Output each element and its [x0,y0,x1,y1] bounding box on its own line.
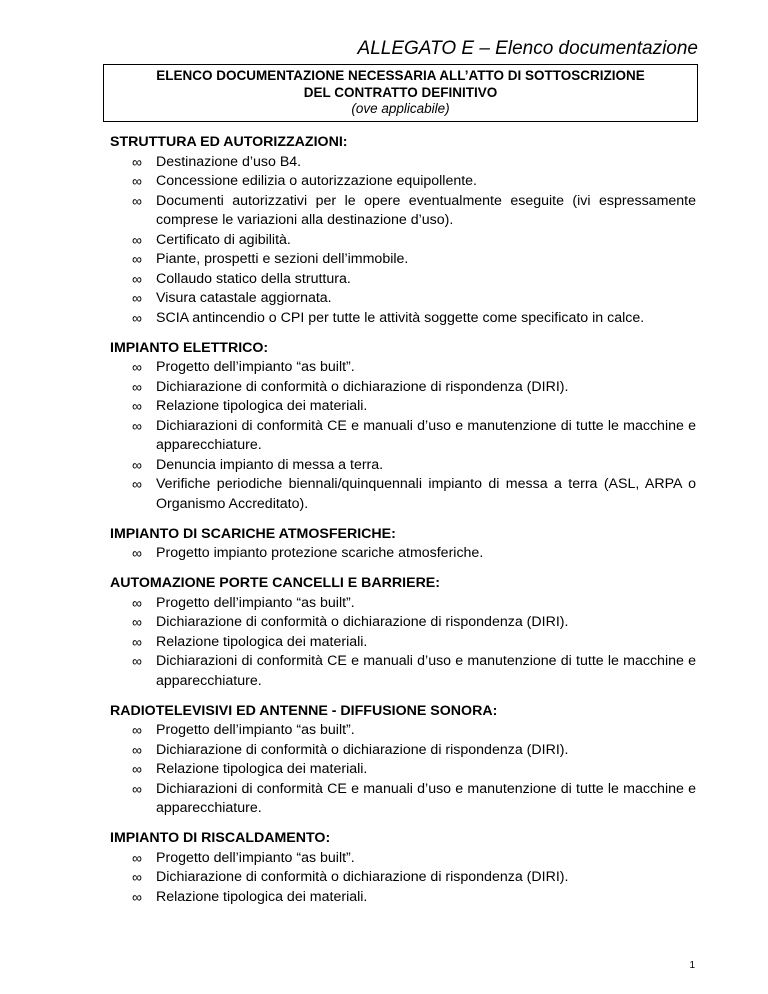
list-item [110,594,696,614]
bullet-list [110,849,696,908]
infinity-bullet-icon: ∞ [132,192,142,209]
infinity-bullet-icon: ∞ [132,888,142,905]
list-item-text: Dichiarazioni di conformità CE e manuali d’uso e manutenzione di tutte le macchine e apparecchiature. [156,780,696,816]
page-header-title: ALLEGATO E – Elenco documentazione [357,38,698,59]
list-item [110,378,696,398]
list-item-text: Progetto dell’impianto “as built”. [156,594,355,611]
infinity-bullet-icon: ∞ [132,722,142,738]
document-section [110,829,696,907]
list-item-text: Dichiarazione di conformità o dichiarazione di rispondenza (DIRI). [156,614,569,630]
list-item-text: Piante, prospetti e sezioni dell’immobile. [156,251,409,267]
section-title: IMPIANTO DI RISCALDAMENTO: [110,830,331,846]
list-item [110,780,696,819]
list-item [110,849,696,869]
infinity-bullet-icon: ∞ [132,378,142,395]
document-body [110,133,696,918]
infinity-bullet-icon: ∞ [132,594,142,611]
list-item [110,172,696,192]
section-title: AUTOMAZIONE PORTE CANCELLI E BARRIERE: [110,575,440,591]
list-item-text: Relazione tipologica dei materiali. [156,761,368,777]
infinity-bullet-icon: ∞ [132,780,142,797]
list-item [110,613,696,633]
list-item-text: Denuncia impianto di messa a terra. [156,456,384,473]
infinity-bullet-icon: ∞ [132,653,142,669]
page-number: 1 [689,960,695,971]
list-item-text: Progetto dell’impianto “as built”. [156,849,355,866]
list-item [110,760,696,780]
list-item-text: Dichiarazione di conformità o dichiarazione di rispondenza (DIRI). [156,869,569,885]
list-item-text: Dichiarazioni di conformità CE e manuali d’uso e manutenzione di tutte le macchine e apparecchiature. [156,417,696,453]
infinity-bullet-icon: ∞ [132,290,142,306]
list-item-text: Certificato di agibilità. [156,231,291,248]
list-item [110,652,696,691]
list-item [110,721,696,741]
infinity-bullet-icon: ∞ [132,476,142,492]
list-item [110,456,696,476]
list-item-text: Relazione tipologica dei materiali. [156,633,368,650]
document-section [110,574,696,691]
list-item [110,397,696,417]
list-item-text: Concessione edilizia o autorizzazione equipollente. [156,173,477,189]
infinity-bullet-icon: ∞ [132,545,142,561]
infinity-bullet-icon: ∞ [132,173,142,189]
title-box-line-1: ELENCO DOCUMENTAZIONE NECESSARIA ALL’ATTO DI SOTTOSCRIZIONE [156,68,645,83]
list-item [110,270,696,290]
list-item [110,475,696,514]
section-title: IMPIANTO DI SCARICHE ATMOSFERICHE: [110,525,396,542]
document-section [110,525,696,564]
infinity-bullet-icon: ∞ [132,614,142,630]
infinity-bullet-icon: ∞ [132,231,142,248]
list-item [110,417,696,456]
list-item-text: SCIA antincendio o CPI per tutte le attività soggette come specificato in calce. [156,309,645,326]
infinity-bullet-icon: ∞ [132,456,142,473]
infinity-bullet-icon: ∞ [132,741,142,758]
list-item [110,868,696,888]
document-section [110,339,696,515]
list-item [110,250,696,270]
list-item-text: Collaudo statico della struttura. [156,270,351,287]
infinity-bullet-icon: ∞ [132,869,142,885]
list-item [110,153,696,173]
list-item-text: Relazione tipologica dei materiali. [156,398,368,414]
infinity-bullet-icon: ∞ [132,359,142,375]
list-item [110,358,696,378]
document-section [110,702,696,819]
list-item [110,888,696,908]
infinity-bullet-icon: ∞ [132,849,142,866]
list-item-text: Destinazione d’uso B4. [156,153,302,170]
infinity-bullet-icon: ∞ [132,633,142,650]
infinity-bullet-icon: ∞ [132,270,142,287]
title-box-line-2: DEL CONTRATTO DEFINITIVO [303,84,498,100]
list-item [110,633,696,653]
list-item-text: Dichiarazione di conformità o dichiarazione di rispondenza (DIRI). [156,378,569,395]
list-item-text: Dichiarazioni di conformità CE e manuali d’uso e manutenzione di tutte le macchine e apparecchiature. [156,653,696,689]
list-item-text: Relazione tipologica dei materiali. [156,888,368,905]
bullet-list [110,153,696,329]
bullet-list [110,721,696,819]
infinity-bullet-icon: ∞ [132,309,142,326]
bullet-list [110,594,696,692]
title-box [103,64,698,122]
infinity-bullet-icon: ∞ [132,398,142,414]
section-title: STRUTTURA ED AUTORIZZAZIONI: [110,134,348,150]
list-item-text: Documenti autorizzativi per le opere eventualmente eseguite (ivi espressamente comprese le variazioni alla destinazione d’uso). [156,192,696,228]
list-item-text: Visura catastale aggiornata. [156,290,332,306]
list-item-text: Progetto impianto protezione scariche atmosferiche. [156,545,484,561]
list-item-text: Dichiarazione di conformità o dichiarazione di rispondenza (DIRI). [156,741,569,758]
infinity-bullet-icon: ∞ [132,417,142,434]
infinity-bullet-icon: ∞ [132,153,142,170]
list-item [110,741,696,761]
bullet-list [110,544,696,564]
list-item [110,544,696,564]
infinity-bullet-icon: ∞ [132,761,142,777]
document-section [110,133,696,328]
section-title: RADIOTELEVISIVI ED ANTENNE - DIFFUSIONE SONORA: [110,702,498,719]
bullet-list [110,358,696,514]
list-item [110,192,696,231]
list-item [110,309,696,329]
infinity-bullet-icon: ∞ [132,251,142,267]
list-item-text: Verifiche periodiche biennali/quinquennali impianto di messa a terra (ASL, ARPA o Organismo Accreditato). [156,476,696,512]
title-box-note: (ove applicabile) [351,101,450,116]
section-title: IMPIANTO ELETTRICO: [110,339,269,356]
list-item [110,289,696,309]
list-item [110,231,696,251]
list-item-text: Progetto dell’impianto “as built”. [156,722,355,738]
list-item-text: Progetto dell’impianto “as built”. [156,359,355,375]
